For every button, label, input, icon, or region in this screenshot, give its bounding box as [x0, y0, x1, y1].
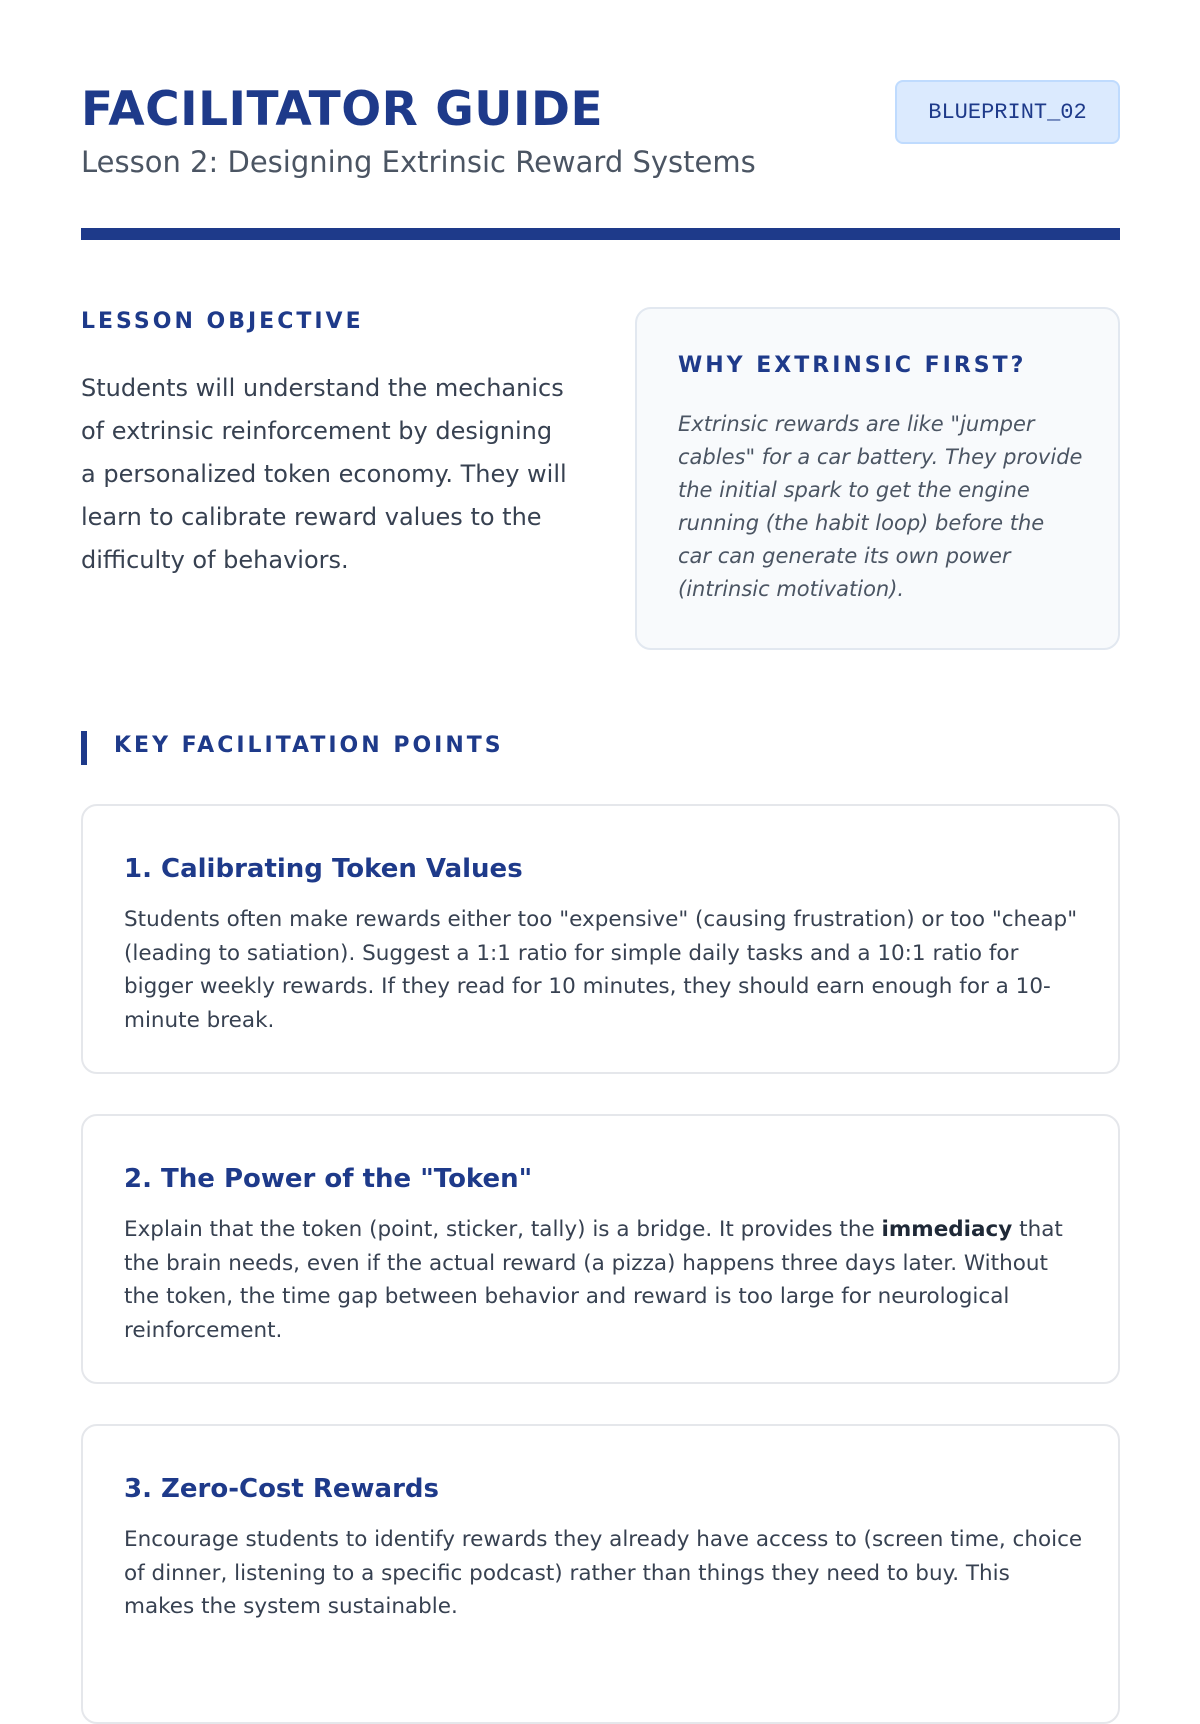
blueprint-badge: BLUEPRINT_02	[895, 80, 1120, 144]
point-title: 2. The Power of the "Token"	[124, 1164, 533, 1194]
emphasis-text: immediacy	[881, 1217, 1013, 1242]
why-extrinsic-text: Extrinsic rewards are like "jumper cables" for a car battery. They provide the initial spark to get the engine running (the habit loop) before the car can generate its own power (intrinsic motivation).	[678, 412, 1083, 601]
point-body: Students often make rewards either too "expensive" (causing frustration) or too "cheap" (leading to satiation). Suggest a 1:1 ratio for simple daily tasks and a 10:1 ratio for bigger weekly rewards. If they read for 10 minutes, they should earn enough for a 10-minute break.	[124, 907, 1078, 1033]
point-body	[124, 1213, 1084, 1347]
point-title: 1. Calibrating Token Values	[124, 854, 523, 884]
point-body: Encourage students to identify rewards they already have access to (screen time, choice of dinner, listening to a specific podcast) rather than things they need to buy. This makes the system sustainable.	[124, 1527, 1083, 1619]
header-divider	[81, 228, 1120, 240]
page-title: FACILITATOR GUIDE	[81, 82, 604, 137]
facilitator-guide-page	[81, 0, 1120, 1619]
why-extrinsic-callout	[635, 307, 1120, 650]
lesson-subtitle: Lesson 2: Designing Extrinsic Reward Systems	[81, 145, 756, 179]
lesson-objective-text: Students will understand the mechanics of extrinsic reinforcement by designing a personalized token economy. They will learn to calibrate reward values to the difficulty of behaviors.	[81, 374, 567, 574]
heading-accent-bar	[81, 731, 87, 765]
facilitation-point-card	[81, 1424, 1120, 1724]
point-body-text: Explain that the token (point, sticker, tally) is a bridge. It provides the	[124, 1217, 882, 1242]
page-header	[81, 80, 1120, 190]
point-title: 3. Zero-Cost Rewards	[124, 1474, 440, 1504]
why-extrinsic-heading: WHY EXTRINSIC FIRST?	[678, 353, 1027, 378]
facilitation-point-card	[81, 804, 1120, 1074]
point-body-text: that the brain needs, even if the actual reward (a pizza) happens three days later. Without the token, the time gap between behavior and reward is too large for neurological reinforcement.	[124, 1217, 1063, 1343]
facilitation-point-card	[81, 1114, 1120, 1384]
lesson-objective-heading: LESSON OBJECTIVE	[81, 309, 364, 334]
key-facilitation-label: KEY FACILITATION POINTS	[114, 733, 504, 758]
